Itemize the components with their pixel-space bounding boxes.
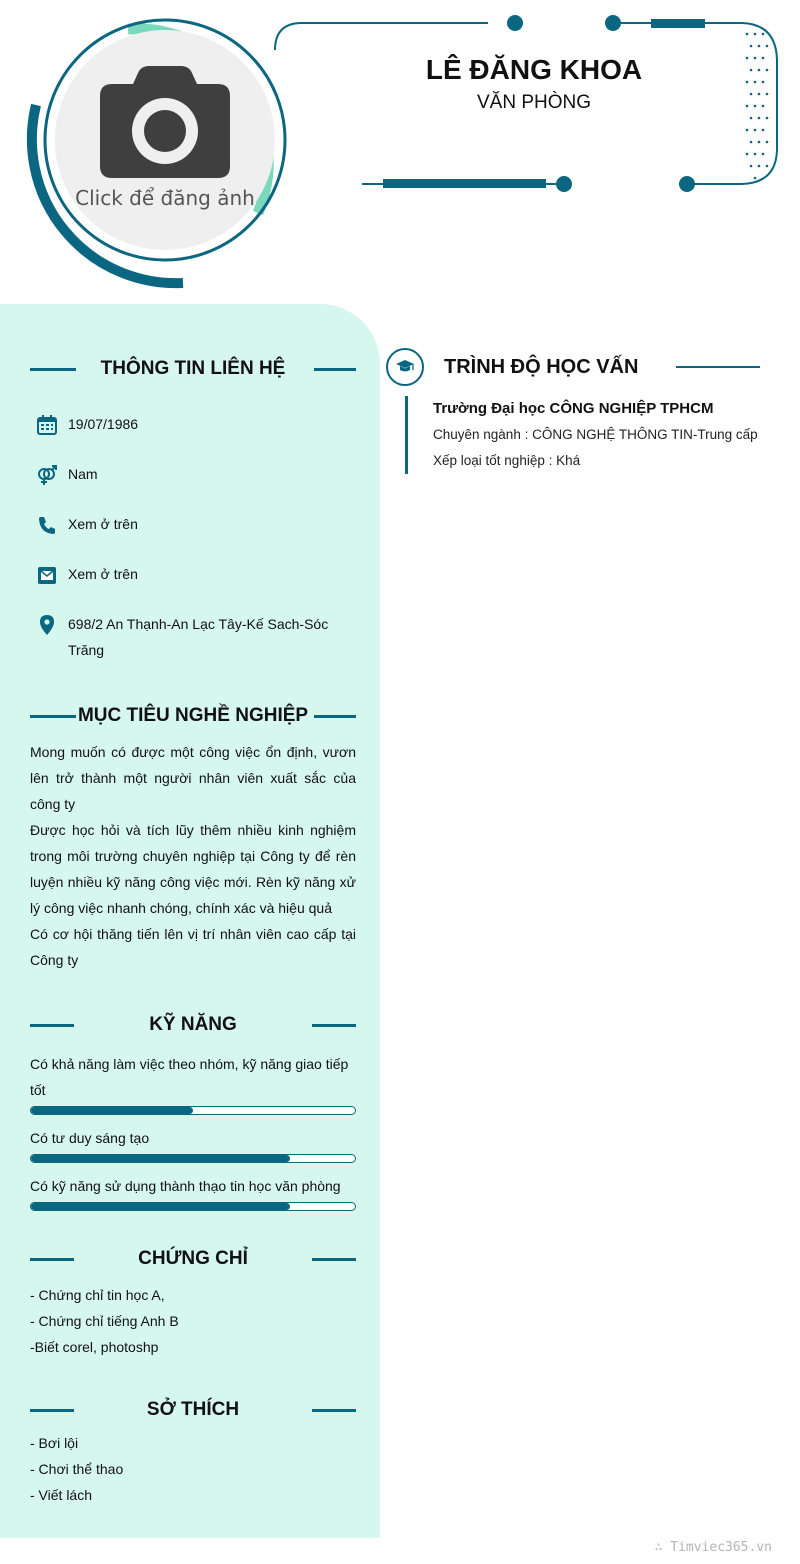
avatar-upload-label: Click để đăng ảnh	[75, 186, 255, 210]
calendar-icon	[36, 414, 58, 436]
objective-section-title: MỤC TIÊU NGHỀ NGHIỆP	[77, 705, 309, 726]
certificate-item: -Biết corel, photoshp	[30, 1339, 159, 1355]
skill-name: Có tư duy sáng tạo	[30, 1130, 150, 1146]
cv-header	[0, 0, 800, 300]
skills-section-header	[30, 1012, 356, 1038]
contact-birthday-text: 19/07/1986	[68, 416, 139, 432]
education-school: Trường Đại học CÔNG NGHIỆP TPHCM	[433, 400, 714, 417]
contact-address-text: 698/2 An Thạnh-An Lạc Tây-Kế Sach-Sóc Trăng	[68, 616, 329, 658]
skill-name: Có kỹ năng sử dụng thành thạo tin học văn phòng	[30, 1178, 341, 1194]
objective-paragraph: Mong muốn có được một công việc ổn định, vươn lên trở thành một người nhân viên xuất sắc của công ty	[30, 744, 356, 812]
location-icon	[36, 614, 58, 636]
objective-section-header	[30, 703, 356, 729]
skill-level-bar	[30, 1106, 356, 1115]
contact-phone-text: Xem ở trên	[68, 516, 138, 532]
contact-gender-text: Nam	[68, 466, 98, 482]
hobby-item: - Viết lách	[30, 1487, 92, 1503]
education-grade: Xếp loại tốt nghiệp : Khá	[433, 453, 581, 468]
contact-section-title: THÔNG TIN LIÊN HỆ	[100, 358, 286, 379]
objective-paragraph: Được học hỏi và tích lũy thêm nhiều kinh nghiệm trong môi trường chuyên nghiệp tại Công ty để rèn luyện nhiều kỹ năng công việc mới. Rèn kỹ năng xử lý công việc nhanh chóng, chính xác và hiệu quả	[30, 822, 356, 916]
certificates-section-header	[30, 1246, 356, 1272]
education-icon-badge	[386, 348, 424, 386]
education-section-title: TRÌNH ĐỘ HỌC VẤN	[444, 356, 639, 378]
skill-name: Có khả năng làm việc theo nhóm, kỹ năng giao tiếp tốt	[30, 1056, 349, 1098]
contact-section-header	[30, 356, 356, 382]
hobbies-section-title: SỞ THÍCH	[146, 1399, 240, 1420]
certificate-item: - Chứng chỉ tiếng Anh B	[30, 1313, 179, 1329]
skills-section-title: KỸ NĂNG	[149, 1014, 237, 1035]
education-entry	[405, 396, 775, 474]
skill-level-bar	[30, 1154, 356, 1163]
skill-level-bar	[30, 1202, 356, 1211]
skill-level-fill	[31, 1107, 193, 1114]
email-icon	[36, 564, 58, 586]
hobbies-section-header	[30, 1397, 356, 1423]
candidate-name: LÊ ĐĂNG KHOA	[425, 54, 643, 85]
objective-paragraph: Có cơ hội thăng tiến lên vị trí nhân viên cao cấp tại Công ty	[30, 926, 356, 968]
hobby-item: - Bơi lội	[30, 1435, 79, 1451]
phone-icon	[36, 514, 58, 536]
avatar-upload[interactable]	[55, 30, 275, 250]
education-section-header	[386, 348, 760, 386]
skill-level-fill	[31, 1203, 290, 1210]
graduation-cap-icon	[395, 359, 415, 375]
certificate-item: - Chứng chỉ tin học A,	[30, 1287, 165, 1303]
candidate-position: VĂN PHÒNG	[476, 92, 592, 113]
camera-icon	[98, 63, 232, 178]
certificates-section-title: CHỨNG CHỈ	[138, 1248, 248, 1269]
hobby-item: - Chơi thể thao	[30, 1461, 124, 1477]
contact-email-text: Xem ở trên	[68, 566, 138, 582]
gender-icon	[36, 464, 58, 486]
skill-level-fill	[31, 1155, 290, 1162]
watermark: ∴ Timviec365.vn	[654, 1540, 772, 1555]
education-major: Chuyên ngành : CÔNG NGHỆ THÔNG TIN-Trung cấp	[433, 427, 758, 442]
